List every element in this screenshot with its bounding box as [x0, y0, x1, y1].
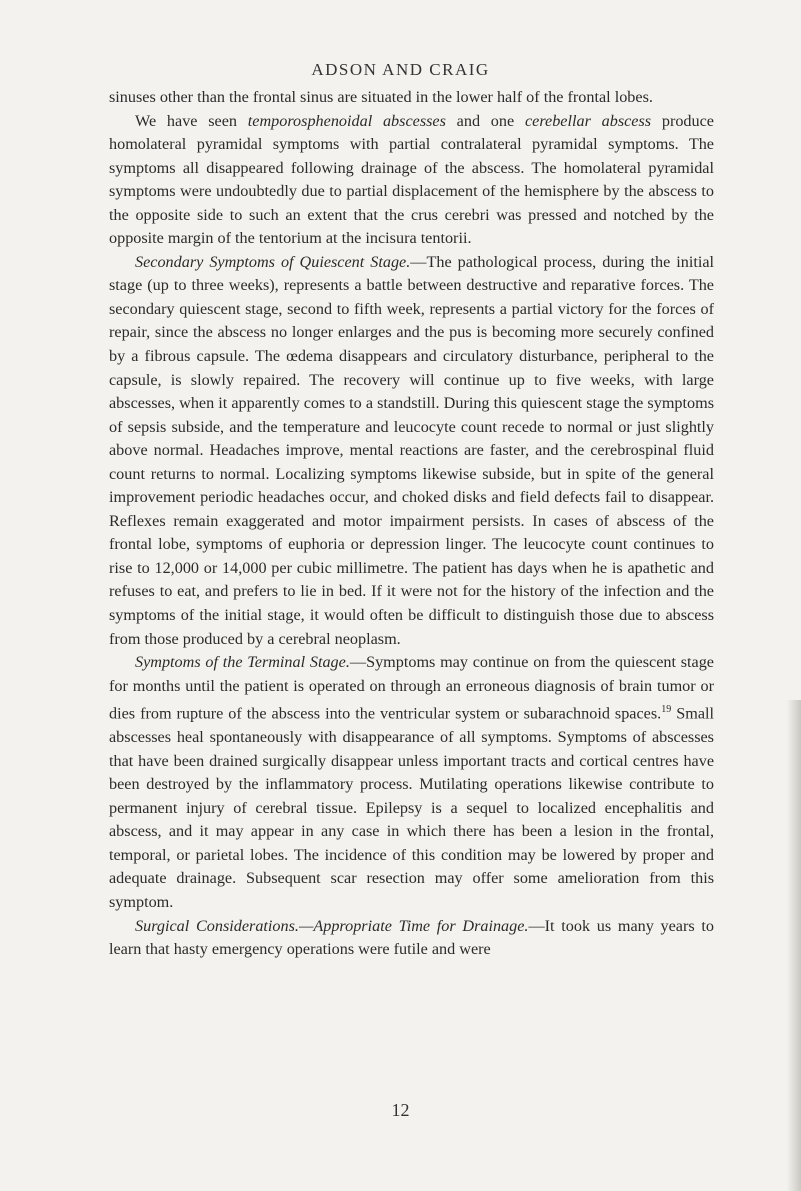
paragraph-text: —The pathological process, during the initial stage (up to three weeks), represents a battle between destructive and reparative forces. The secondary quiescent stage, second to fifth week, represents a partial victory for the forces of repair, since the abscess no longer enlarges and the pus is becoming more securely confined by a fibrous capsule. The œdema disappears and circulatory disturbance, peripheral to the capsule, is slowly repaired. The recovery will continue up to five weeks, with large abscesses, when it apparently comes to a standstill. During this quiescent stage the symptoms of sepsis subside, and the temperature and leucocyte count recede to normal or just slightly above normal. Headaches improve, mental reactions are faster, and the cerebrospinal fluid count returns to normal. Localizing symptoms likewise subside, but in spite of the general improvement periodic headaches occur, and choked disks and field defects fail to disappear. Reflexes remain exaggerated and motor impairment persists. In cases of abscess of the frontal lobe, symptoms of euphoria or depression linger. The leucocyte count continues to rise to 12,000 or 14,000 per cubic millimetre. The patient has days when he is apathetic and refuses to eat, and prefers to lie in bed. If it were not for the history of the infection and the symptoms of the initial stage, it would often be difficult to distinguish those due to abscess from those produced by a cerebral neoplasm.	[109, 252, 715, 648]
running-head: ADSON AND CRAIG	[311, 60, 490, 79]
page-number: 12	[391, 1100, 410, 1120]
italic-text: Surgical Considerations.—Appropriate Time for Drainage.	[135, 916, 529, 935]
italic-text: cerebellar abscess	[524, 111, 652, 130]
paragraph-text: and one	[445, 111, 525, 130]
paragraph-text: —It took us many years to learn that hasty emergency operations were futile and were	[109, 916, 714, 959]
body-text	[109, 86, 714, 962]
italic-text: Symptoms of the Terminal Stage.	[135, 653, 350, 672]
paragraph-p3	[109, 251, 714, 651]
paragraph-text: Small abscesses heal spontaneously with disappearance of all symptoms. Symptoms of abscesses that have been drained surgically disappear unless important tracts and cortical centres have been destroyed by the inflammatory process. Mutilating operations likewise contribute to permanent injury of cerebral tissue. Epilepsy is a sequel to localized encephalitis and abscess, and it may appear in any case in which there has been a lesion in the frontal, temporal, or parietal lobes. The incidence of this condition may be lowered by proper and adequate drainage. Subsequent scar resection may offer some amelioration from this symptom.	[109, 704, 714, 911]
paragraph-text: produce homolateral pyramidal symptoms with partial contralateral pyramidal symptoms. The symptoms all disappeared following drainage of the abscess. The homolateral pyramidal symptoms were undoubtedly due to partial displacement of the hemisphere by the abscess to the opposite side to such an extent that the crus cerebri was pressed and notched by the opposite margin of the tentorium at the incisura tentorii.	[109, 111, 714, 248]
italic-text: temporosphenoidal abscesses	[247, 111, 446, 130]
page-edge-shadow	[787, 700, 801, 1191]
paragraph-p2	[109, 110, 714, 251]
paragraph-p4	[109, 651, 714, 914]
paragraph-text: sinuses other than the frontal sinus are situated in the lower half of the frontal lobes.	[109, 88, 653, 106]
paragraph-p1	[109, 86, 714, 110]
paragraph-text: —Symptoms may continue on from the quiescent stage for months until the patient is operated on through an erroneous diagnosis of brain tumor or dies from rupture of the abscess into the ventricular system or subarachnoid spaces.	[109, 653, 714, 723]
italic-text: Secondary Symptoms of Quiescent Stage.	[135, 252, 411, 271]
paragraph-p5	[109, 915, 714, 962]
paragraph-text: We have seen	[135, 111, 248, 130]
footnote-ref: 19	[661, 704, 672, 716]
